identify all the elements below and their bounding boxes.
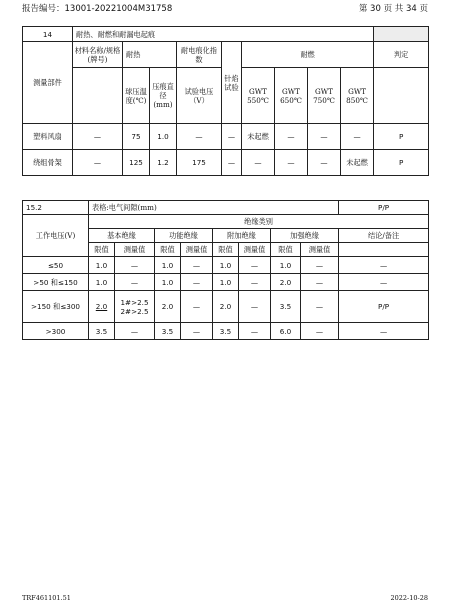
verdict-header: 判定 (374, 42, 429, 68)
basic-limit: 1.0 (89, 274, 115, 291)
clearance-table (22, 200, 429, 340)
section-verdict: P/P (339, 201, 429, 215)
needle-value: — (222, 124, 242, 150)
gwt-550-value: — (242, 150, 275, 176)
gwt-750-value: — (308, 150, 341, 176)
functional-measured: — (181, 274, 213, 291)
basic-limit: 3.5 (89, 323, 115, 340)
needle-value: — (222, 150, 242, 176)
conclusion-value: — (339, 257, 429, 274)
gwt-650-header: GWT 650℃ (275, 68, 308, 124)
gwt-850-value: — (341, 124, 374, 150)
supplementary-measured: — (239, 291, 271, 323)
section-verdict (374, 27, 429, 42)
functional-limit: 1.0 (155, 274, 181, 291)
section-title: 表格:电气间隙(mm) (89, 201, 339, 215)
diameter-value: 1.2 (150, 150, 177, 176)
material-value: — (73, 150, 123, 176)
voltage-value: >150 和≤300 (23, 291, 89, 323)
limit-header: 限值 (271, 243, 301, 257)
gwt-550-value: 未起燃 (242, 124, 275, 150)
heat-flame-tracking-table (22, 26, 429, 176)
table-row (23, 323, 429, 340)
supplementary-limit: 1.0 (213, 257, 239, 274)
functional-measured: — (181, 323, 213, 340)
functional-limit: 1.0 (155, 257, 181, 274)
form-number: TRF461101.51 (22, 594, 71, 602)
reinforced-limit: 3.5 (271, 291, 301, 323)
diameter-value: 1.0 (150, 124, 177, 150)
ball-pressure-temp-header: 球压温度(℃) (123, 68, 150, 124)
basic-insulation-header: 基本绝缘 (89, 229, 155, 243)
reinforced-measured: — (301, 323, 339, 340)
test-voltage-header: 试验电压（V） (177, 68, 222, 124)
limit-header: 限值 (155, 243, 181, 257)
conclusion-value: — (339, 274, 429, 291)
gwt-750-header: GWT 750℃ (308, 68, 341, 124)
reinforced-limit: 1.0 (271, 257, 301, 274)
page-number: 第 30 页 共 34 页 (358, 4, 428, 14)
functional-limit: 2.0 (155, 291, 181, 323)
basic-measured: — (115, 323, 155, 340)
gwt-850-header: GWT 850℃ (341, 68, 374, 124)
basic-measured: 1#>2.5 2#>2.5 (115, 291, 155, 323)
supplementary-limit: 2.0 (213, 291, 239, 323)
voltage-header: 工作电压(V) (23, 215, 89, 257)
needle-flame-header: 针焰试验 (222, 42, 242, 124)
supplementary-measured: — (239, 274, 271, 291)
verdict-sub (374, 68, 429, 124)
voltage-value: >50 和≤150 (23, 274, 89, 291)
gwt-850-value: 未起燃 (341, 150, 374, 176)
supplementary-limit: 1.0 (213, 274, 239, 291)
insulation-type-header: 绝缘类别 (89, 215, 429, 229)
footer-date: 2022-10-28 (390, 594, 428, 602)
supplementary-insulation-header: 附加绝缘 (213, 229, 271, 243)
part-name: 塑料风扇 (23, 124, 73, 150)
cti-header: 耐电痕化指数 (177, 42, 222, 68)
basic-limit: 1.0 (89, 257, 115, 274)
page-header (22, 2, 428, 14)
ball-temp-value: 125 (123, 150, 150, 176)
gwt-650-value: — (275, 150, 308, 176)
section-title: 耐热、耐燃和耐漏电起痕 (73, 27, 374, 42)
ball-temp-value: 75 (123, 124, 150, 150)
report-number: 报告编号：13001-20221004M31758 (22, 4, 173, 14)
reinforced-measured: — (301, 274, 339, 291)
reinforced-limit: 2.0 (271, 274, 301, 291)
conclusion-sub (339, 243, 429, 257)
reinforced-limit: 6.0 (271, 323, 301, 340)
cti-value: 175 (177, 150, 222, 176)
functional-measured: — (181, 257, 213, 274)
heat-header: 耐热 (123, 42, 177, 68)
flammability-header: 耐燃 (242, 42, 374, 68)
basic-measured: — (115, 257, 155, 274)
table-row (23, 274, 429, 291)
functional-insulation-header: 功能绝缘 (155, 229, 213, 243)
voltage-value: >300 (23, 323, 89, 340)
clause-number: 14 (23, 27, 73, 42)
conclusion-value: — (339, 323, 429, 340)
table-row (23, 150, 429, 176)
supplementary-measured: — (239, 323, 271, 340)
measured-header: 测量值 (181, 243, 213, 257)
page-footer (22, 594, 428, 604)
row-verdict: P (374, 150, 429, 176)
part-header: 测量部件 (23, 42, 73, 124)
material-header: 材料名称/规格(牌号) (73, 42, 123, 68)
reinforced-measured: — (301, 257, 339, 274)
gwt-550-header: GWT 550℃ (242, 68, 275, 124)
gwt-750-value: — (308, 124, 341, 150)
table-row (23, 124, 429, 150)
limit-header: 限值 (89, 243, 115, 257)
table-row (23, 257, 429, 274)
clause-number: 15.2 (23, 201, 89, 215)
supplementary-measured: — (239, 257, 271, 274)
part-name: 绕组骨架 (23, 150, 73, 176)
cti-value: — (177, 124, 222, 150)
table-row (23, 291, 429, 323)
conclusion-header: 结论/备注 (339, 229, 429, 243)
material-sub (73, 68, 123, 124)
reinforced-measured: — (301, 291, 339, 323)
conclusion-value: P/P (339, 291, 429, 323)
material-value: — (73, 124, 123, 150)
basic-measured: — (115, 274, 155, 291)
indent-diameter-header: 压痕直径(mm) (150, 68, 177, 124)
voltage-value: ≤50 (23, 257, 89, 274)
basic-limit: 2.0 (89, 291, 115, 323)
reinforced-insulation-header: 加强绝缘 (271, 229, 339, 243)
gwt-650-value: — (275, 124, 308, 150)
functional-measured: — (181, 291, 213, 323)
limit-header: 限值 (213, 243, 239, 257)
supplementary-limit: 3.5 (213, 323, 239, 340)
measured-header: 测量值 (115, 243, 155, 257)
functional-limit: 3.5 (155, 323, 181, 340)
measured-header: 测量值 (239, 243, 271, 257)
measured-header: 测量值 (301, 243, 339, 257)
row-verdict: P (374, 124, 429, 150)
